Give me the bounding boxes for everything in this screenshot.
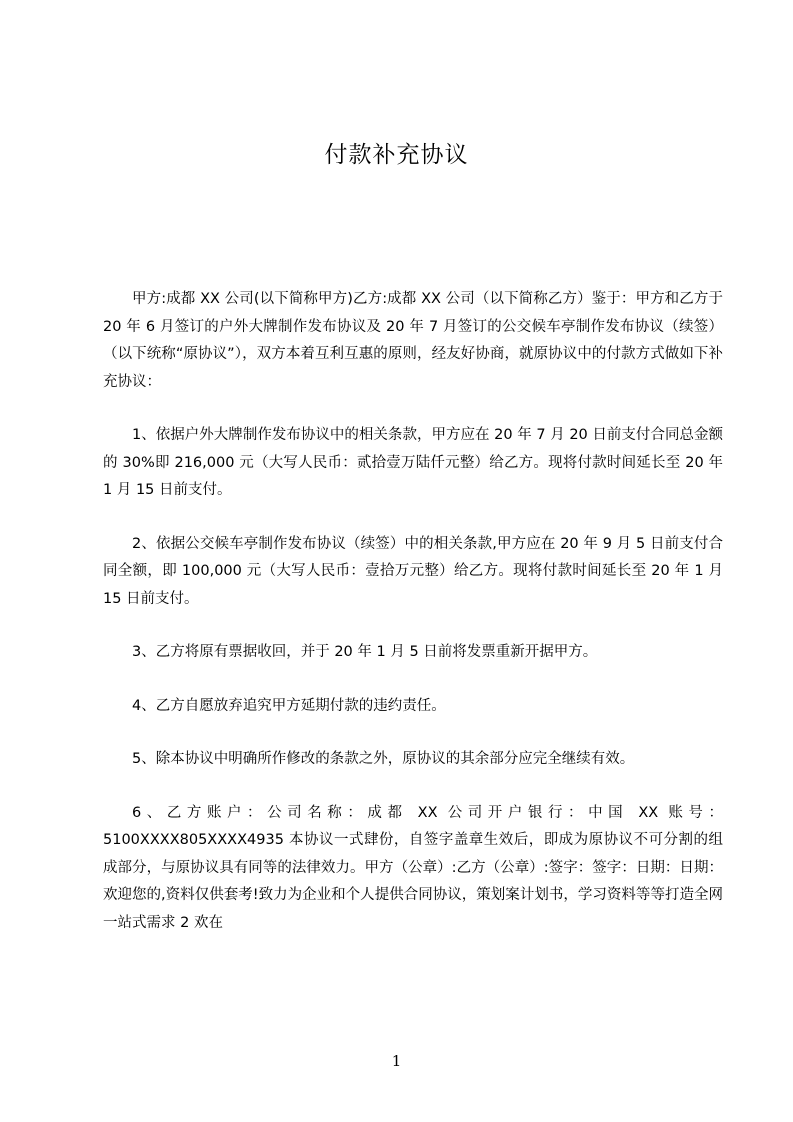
- clause-5-paragraph: 5、除本协议中明确所作修改的条款之外，原协议的其余部分应完全继续有效。: [132, 751, 635, 767]
- clause-4-paragraph: 4、乙方自愿放弃追究甲方延期付款的违约责任。: [132, 697, 446, 714]
- document-title: 付款补充协议: [324, 142, 469, 168]
- clause-3-paragraph: 3、乙方将原有票据收回，并于 20 年 1 月 5 日前将发票重新开据甲方。: [132, 644, 598, 660]
- page-number: 1: [391, 1052, 402, 1070]
- clause-6-paragraph: 6、乙方账户：公司名称：成都 XX 公司开户银行：中国 XX 账号：5100XXXX805XXXX4935 本协议一式肆份，自签字盖章生效后，即成为原协议不可分割的组成部分，与原协议具有同等的法律效力。甲方（公章）:乙方（公章）:签字：签字：日期：日期：欢迎您的,资料仅供套考!致力为企业和个人提供合同协议，策划案计划书，学习资料等等打造全网一站式需求 2 欢在: [103, 804, 723, 931]
- document-body: [103, 286, 723, 937]
- preamble-paragraph: 甲方:成都 XX 公司(以下简称甲方)乙方:成都 XX 公司（以下简称乙方）鉴于：甲方和乙方于 20 年 6 月签订的户外大牌制作发布协议及 20 年 7 月签订的公交候车亭制作发布协议（续签）（以下统称“原协议”），双方本着互利互惠的原则，经友好协商，就原协议中的付款方式做如下补充协议：: [103, 291, 723, 390]
- clause-1-paragraph: 1、依据户外大牌制作发布协议中的相关条款，甲方应在 20 年 7 月 20 日前支付合同总金额的 30%即 216,000 元（大写人民币：贰拾壹万陆仟元整）给乙方。现将付款时间延长至 20 年 1 月 15 日前支付。: [103, 427, 723, 498]
- clause-2-paragraph: 2、依据公交候车亭制作发布协议（续签）中的相关条款,甲方应在 20 年 9 月 5 日前支付合同全额，即 100,000 元（大写人民币：壹拾万元整）给乙方。现将付款时间延长至 20 年 1 月 15 日前支付。: [103, 535, 723, 607]
